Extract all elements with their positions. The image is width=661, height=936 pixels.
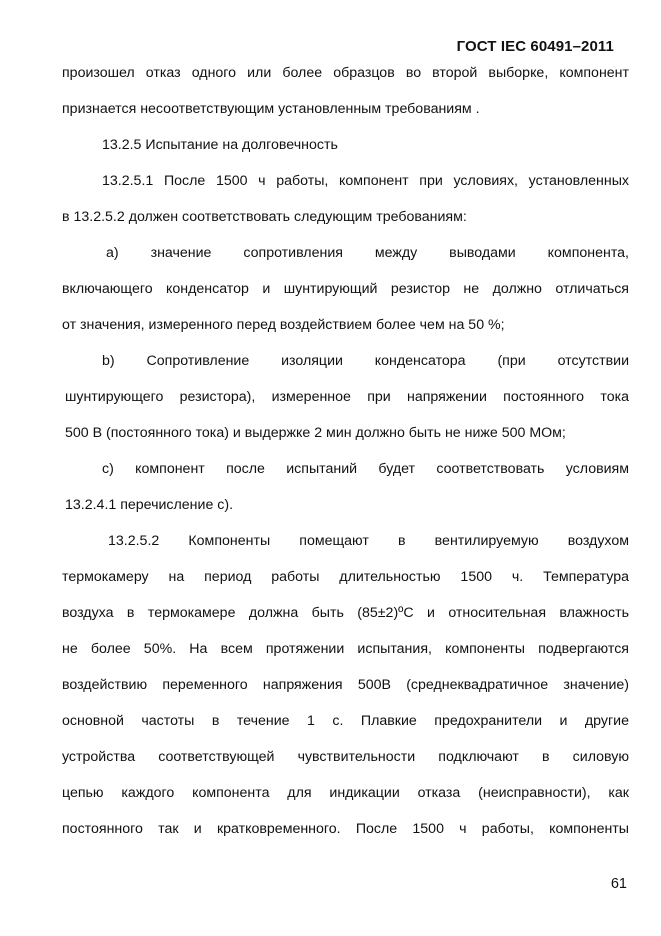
document-code-header: ГОСТ IEC 60491–2011: [456, 38, 614, 55]
text-line: устройства соответствующей чувствительности подключают в силовую: [62, 749, 629, 765]
text-line: термокамеру на период работы длительностью 1500 ч. Температура: [62, 569, 629, 585]
text-line: воздуха в термокамере должна быть (85±2)ºС и относительная влажность: [62, 605, 629, 621]
text-line: 500 В (постоянного тока) и выдержке 2 мин должно быть не ниже 500 МОм;: [65, 425, 566, 441]
text-line: 13.2.4.1 перечисление с).: [65, 497, 234, 513]
page-number: 61: [610, 876, 627, 892]
text-line: признается несоответствующим установленным требованиям .: [62, 101, 480, 117]
text-line: от значения, измеренного перед воздействием более чем на 50 %;: [62, 317, 505, 333]
text-line: цепью каждого компонента для индикации отказа (неисправности), как: [62, 785, 629, 801]
text-line: шунтирующего резистора), измеренное при напряжении постоянного тока: [65, 389, 629, 405]
text-line: в 13.2.5.2 должен соответствовать следующим требованиям:: [62, 209, 467, 225]
text-line: воздействию переменного напряжения 500В (среднеквадратичное значение): [62, 677, 629, 693]
text-line: включающего конденсатор и шунтирующий резистор не должно отличаться: [62, 281, 629, 297]
list-item-b: b) Сопротивление изоляции конденсатора (при отсутствии: [102, 353, 629, 369]
text-line: 13.2.5.1 После 1500 ч работы, компонент при условиях, установленных: [102, 173, 629, 189]
text-line: основной частоты в течение 1 с. Плавкие предохранители и другие: [62, 713, 629, 729]
text-line: постоянного так и кратковременного. После 1500 ч работы, компоненты: [62, 821, 629, 837]
text-line: не более 50%. На всем протяжении испытания, компоненты подвергаются: [62, 641, 629, 657]
text-line: 13.2.5.2 Компоненты помещают в вентилируемую воздухом: [108, 533, 629, 549]
page-body-text: [62, 62, 629, 854]
text-line: произошел отказ одного или более образцов во второй выборке, компонент: [62, 65, 629, 81]
list-item-a: a) значение сопротивления между выводами компонента,: [106, 245, 629, 261]
section-heading: 13.2.5 Испытание на долговечность: [102, 137, 338, 153]
list-item-c: c) компонент после испытаний будет соответствовать условиям: [102, 461, 629, 477]
